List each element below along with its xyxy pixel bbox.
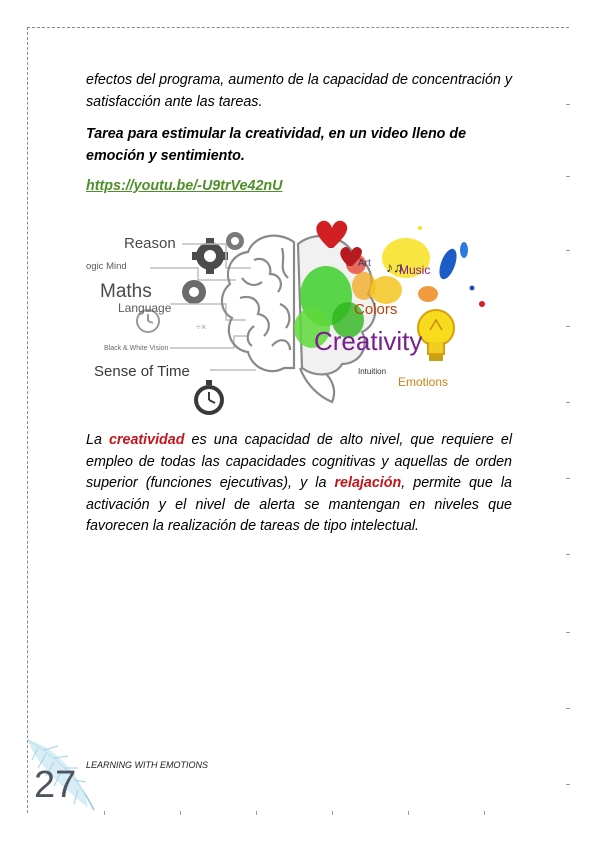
margin-tick xyxy=(332,811,333,815)
footer-title: LEARNING WITH EMOTIONS xyxy=(86,760,209,770)
label-creativity: Creativity xyxy=(314,326,423,356)
stopwatch-icon xyxy=(194,380,224,415)
label-maths: Maths xyxy=(100,281,152,302)
highlight-creatividad: creatividad xyxy=(108,432,185,448)
margin-tick xyxy=(566,250,570,251)
page-number: 27 xyxy=(34,764,77,806)
light-bulb-icon xyxy=(418,310,454,361)
label-emotions: Emotions xyxy=(398,375,449,389)
gear-icon xyxy=(182,280,206,304)
margin-tick xyxy=(104,811,105,815)
margin-tick xyxy=(484,811,485,815)
effects-paragraph: efectos del programa, aumento de la capacidad de concentración y satisfacción ante las tareas. xyxy=(86,72,512,110)
label-language: Language xyxy=(118,301,172,315)
highlight-relajacion: relajación xyxy=(334,475,402,491)
brain-creativity-illustration xyxy=(86,208,496,420)
margin-tick xyxy=(566,326,570,327)
label-sense-of-time: Sense of Time xyxy=(94,363,190,380)
task-title: Tarea para estimular la creatividad, en un video lleno de emoción y sentimiento. xyxy=(86,126,467,164)
text-run: La xyxy=(86,432,109,448)
creativity-paragraph xyxy=(86,430,512,538)
margin-tick xyxy=(566,784,570,785)
text-run: es una capacidad de alto nivel, que requiere el empleo de todas las capacidades cognitivas y aquellas de orden superior (funciones ejecutivas), y la xyxy=(86,432,513,491)
youtube-link[interactable]: https://youtu.be/-U9trVe42nU xyxy=(86,178,283,194)
svg-text:÷×: ÷× xyxy=(196,322,207,332)
margin-tick xyxy=(566,104,570,105)
margin-tick xyxy=(566,176,570,177)
label-music: Music xyxy=(399,263,431,277)
label-intuition: Intuition xyxy=(358,367,387,376)
label-logic-mind: ogic Mind xyxy=(86,261,127,272)
label-art: Art xyxy=(358,258,371,269)
gear-icon xyxy=(226,232,244,250)
text-run: , permite que la activación y el nivel de alerta se mantengan en niveles que favorecen la realización de tareas de tipo intelectual. xyxy=(86,475,512,534)
margin-tick xyxy=(566,708,570,709)
label-colors: Colors xyxy=(354,301,398,318)
margin-tick xyxy=(566,554,570,555)
margin-tick xyxy=(180,811,181,815)
margin-tick xyxy=(408,811,409,815)
margin-tick xyxy=(566,632,570,633)
margin-tick xyxy=(566,478,570,479)
music-note-icon: ♪♫ xyxy=(386,259,404,275)
label-bw-vision: Black & White Vision xyxy=(104,345,169,352)
margin-tick xyxy=(566,402,570,403)
margin-tick xyxy=(256,811,257,815)
label-reason: Reason xyxy=(124,235,176,252)
